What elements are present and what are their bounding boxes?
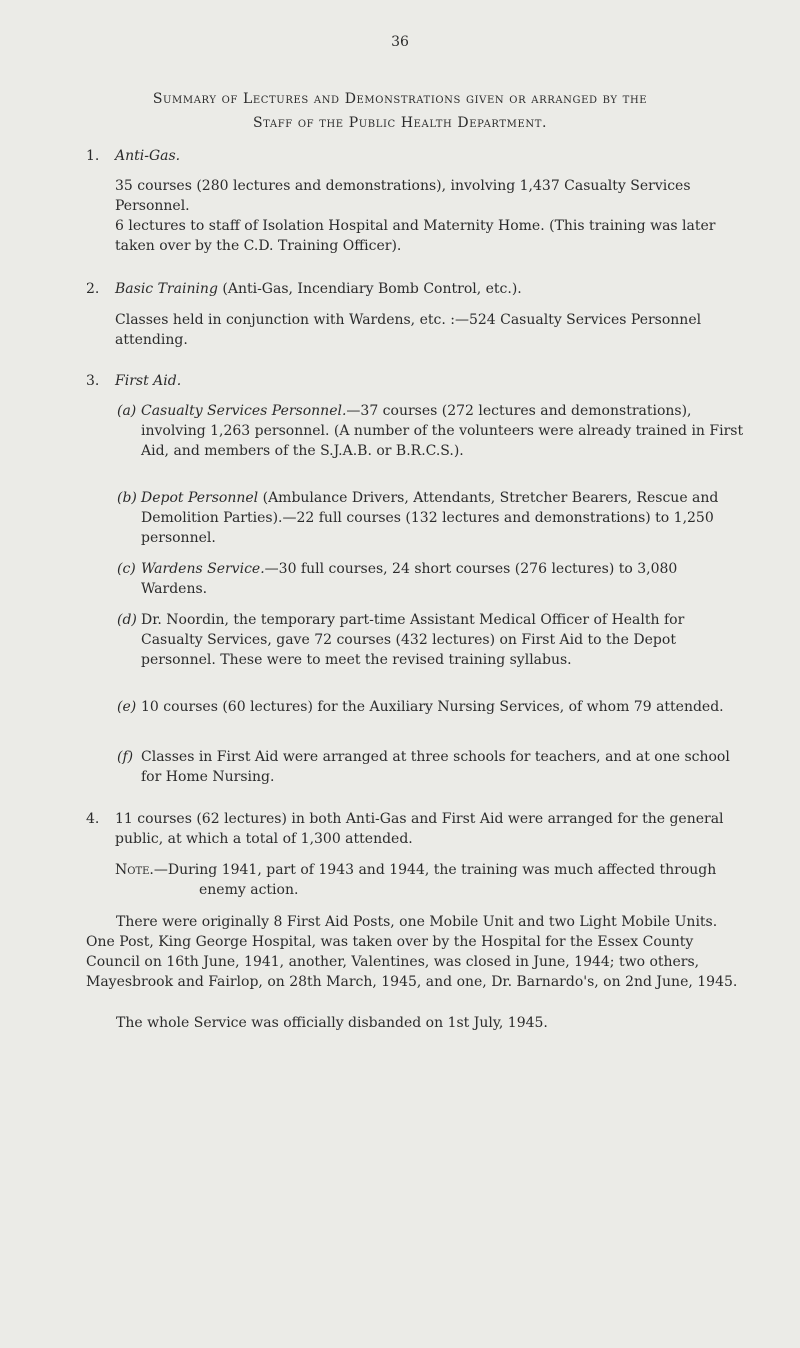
closing-paragraph-2: The whole Service was officially disbanded on 1st July, 1945.: [116, 1015, 548, 1031]
item-c-text: —30 full courses, 24 short courses (276 lectures) to 3,080 Wardens.: [141, 561, 678, 597]
closing-paragraph-1: There were originally 8 First Aid Posts, one Mobile Unit and two Light Mobile Units. One Post, King George Hospital, was taken over by the Hospital for the Essex County Council on 16th June, 1941, another, Valentines, was closed in June, 1944; two others, Mayesbrook and Fairlop, on 28th March, 1945, and one, Dr. Barnardo's, on 2nd June, 1945.: [86, 914, 738, 990]
section-2-heading-title: Basic Training: [115, 281, 218, 297]
item-b: [141, 488, 746, 548]
item-a-text: —37 courses (272 lectures and demonstrations), involving 1,263 personnel. (A number of the volunteers were already trained in First Aid, and members of the S.J.A.B. or B.R.C.S.).: [141, 403, 744, 459]
section-4-number: 4.: [86, 811, 100, 827]
item-f-text: Classes in First Aid were arranged at three schools for teachers, and at one school for Home Nursing.: [141, 749, 730, 785]
note: [115, 860, 745, 900]
section-3-number: 3.: [86, 373, 100, 389]
item-b-heading: Depot Personnel: [141, 490, 259, 506]
page-title-line-2: Staff of the Public Health Department.: [252, 115, 548, 131]
item-c: [141, 559, 746, 599]
section-1-heading: Anti-Gas.: [115, 148, 181, 164]
item-c-label: (c): [117, 561, 136, 577]
section-2-para-1: Classes held in conjunction with Wardens, etc. :—524 Casualty Services Personnel attending.: [115, 312, 702, 348]
page-number: 36: [391, 34, 409, 50]
page-title-line-1: Summary of Lectures and Demonstrations given or arranged by the: [152, 91, 648, 107]
item-e-label: (e): [117, 699, 137, 715]
section-1-para-2: 6 lectures to staff of Isolation Hospital and Maternity Home. (This training was later taken over by the C.D. Training Officer).: [115, 218, 716, 254]
item-f-label: (f): [117, 749, 134, 765]
item-a-heading: Casualty Services Personnel.: [141, 403, 347, 419]
item-d-label: (d): [117, 612, 137, 628]
section-1-number: 1.: [86, 148, 100, 164]
section-4-text: 11 courses (62 lectures) in both Anti-Gas and First Aid were arranged for the general public, at which a total of 1,300 attended.: [115, 811, 724, 847]
item-c-heading: Wardens Service.: [141, 561, 265, 577]
item-a: [141, 401, 746, 461]
section-1-para-1: 35 courses (280 lectures and demonstrations), involving 1,437 Casualty Services Personnel.: [115, 178, 691, 214]
section-2-number: 2.: [86, 281, 100, 297]
section-2-heading: [115, 279, 745, 299]
section-3-heading: First Aid.: [115, 373, 182, 389]
item-e-text: 10 courses (60 lectures) for the Auxiliary Nursing Services, of whom 79 attended.: [141, 699, 724, 715]
section-2-heading-suffix: (Anti-Gas, Incendiary Bomb Control, etc.).: [217, 281, 522, 297]
note-label: Note.: [115, 862, 154, 878]
note-text: —During 1941, part of 1943 and 1944, the training was much affected through enemy action.: [153, 862, 717, 898]
item-b-text: (Ambulance Drivers, Attendants, Stretcher Bearers, Rescue and Demolition Parties).—22 full courses (132 lectures and demonstrations) to 1,250 personnel.: [141, 490, 719, 546]
item-a-label: (a): [117, 403, 137, 419]
item-b-label: (b): [117, 490, 137, 506]
item-d-text: Dr. Noordin, the temporary part-time Assistant Medical Officer of Health for Casualty Services, gave 72 courses (432 lectures) on First Aid to the Depot personnel. These were to meet the revised training syllabus.: [141, 612, 685, 668]
